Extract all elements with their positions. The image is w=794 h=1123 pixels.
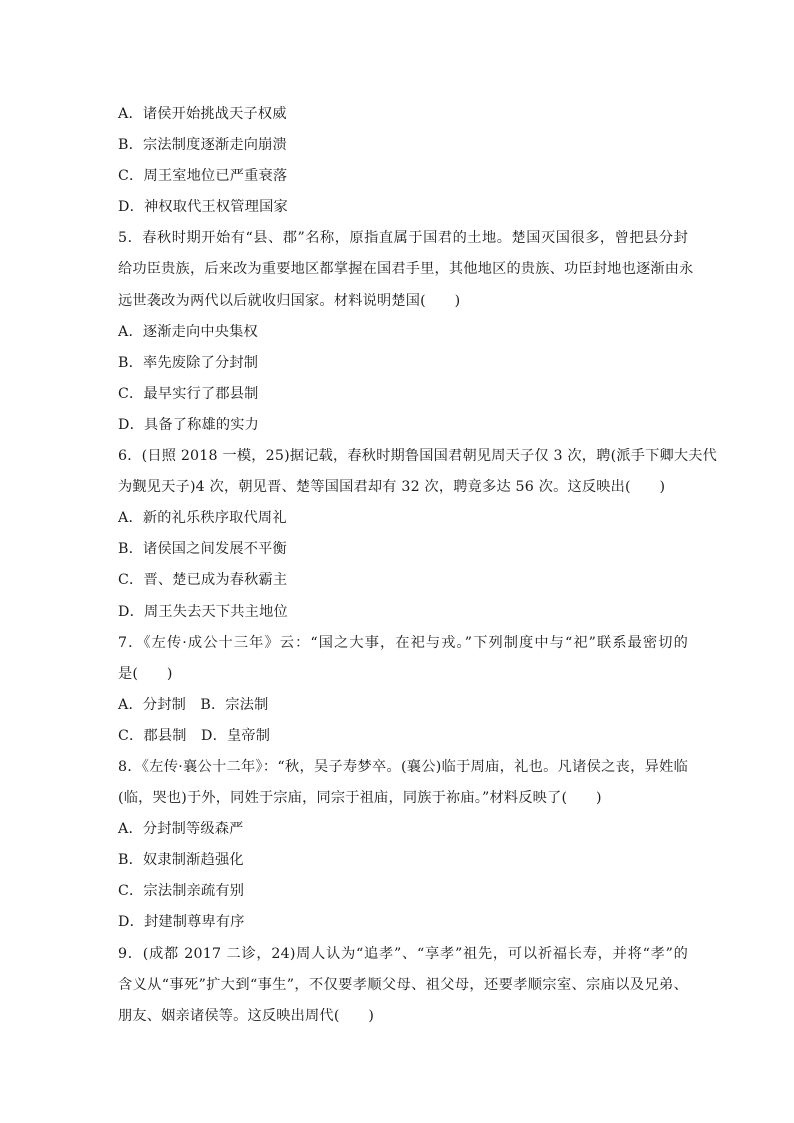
question-5-option-d: D．具备了称雄的实力 <box>118 416 260 433</box>
question-6-option-c: C．晋、楚已成为春秋霸主 <box>118 572 288 589</box>
question-9-stem-line-3: 朋友、姻亲诸侯等。这反映出周代( ) <box>118 1007 375 1024</box>
question-5-option-b: B．率先废除了分封制 <box>118 354 259 371</box>
question-6-option-b: B．诸侯国之间发展不平衡 <box>118 541 287 558</box>
option-a: A．诸侯开始挑战天子权威 <box>118 106 287 122</box>
question-5-option-c: C．最早实行了郡县制 <box>118 385 259 402</box>
question-6-stem-line-2: 为觐见天子)4 次，朝见晋、楚等国国君却有 32 次，聘竟多达 56 次。这反映出( ) <box>118 479 666 496</box>
question-5-stem-line-3: 远世袭改为两代以后就收归国家。材料说明楚国( ) <box>118 292 461 309</box>
question-7-option-ab: A．分封制 B．宗法制 <box>118 696 269 713</box>
question-5 <box>118 223 694 441</box>
question-5-option-a: A．逐渐走向中央集权 <box>118 323 258 340</box>
question-8-option-b: B．奴隶制渐趋强化 <box>118 852 244 869</box>
option-d: D．神权取代王权管理国家 <box>118 199 288 216</box>
question-5-stem-line-1: 5．春秋时期开始有“县、郡”名称，原指直属于国君的土地。楚国灭国很多，曾把县分封 <box>118 230 688 247</box>
question-8 <box>118 752 688 939</box>
question-6-stem-line-1: 6．(日照 2018 一模，25)据记载，春秋时期鲁国国君朝见周天子仅 3 次，聘(派手下卿大夫代 <box>118 448 718 465</box>
option-list <box>118 99 688 223</box>
option-b: B．宗法制度逐渐走向崩溃 <box>118 137 287 154</box>
question-5-stem-line-2: 给功臣贵族，后来改为重要地区都掌握在国君手里，其他地区的贵族、功臣封地也逐渐由永 <box>118 261 694 278</box>
question-8-option-c: C．宗法制亲疏有别 <box>118 883 245 900</box>
question-8-option-a: A．分封制等级森严 <box>118 821 244 838</box>
question-6-option-d: D．周王失去天下共主地位 <box>118 603 288 620</box>
option-c: C．周王室地位已严重衰落 <box>118 168 288 185</box>
question-8-option-d: D．封建制尊卑有序 <box>118 914 245 931</box>
question-9-stem-line-1: 9．(成都 2017 二诊，24)周人认为“追孝”、“享孝”祖先，可以祈福长寿，并将“孝”的 <box>118 945 688 962</box>
question-7-stem-line-1: 7．《左传·成公十三年》云：“国之大事，在祀与戎。”下列制度中与“祀”联系最密切的 <box>118 634 688 651</box>
question-7-option-cd: C．郡县制 D．皇帝制 <box>118 727 271 744</box>
question-9-stem-line-2: 含义从“事死”扩大到“事生”，不仅要孝顺父母、祖父母，还要孝顺宗室、宗庙以及兄弟、 <box>118 976 688 993</box>
question-8-stem-line-1: 8．《左传·襄公十二年》：“秋，吴子寿梦卒。(襄公)临于周庙，礼也。凡诸侯之丧，异姓临 <box>118 758 688 775</box>
question-6 <box>118 441 718 628</box>
question-9 <box>118 939 688 1032</box>
question-content <box>118 99 718 1032</box>
question-7 <box>118 628 688 752</box>
question-7-stem-line-2: 是( ) <box>118 665 173 682</box>
question-6-option-a: A．新的礼乐秩序取代周礼 <box>118 510 287 527</box>
question-8-stem-line-2: (临，哭也)于外，同姓于宗庙，同宗于祖庙，同族于祢庙。”材料反映了( ) <box>118 790 602 807</box>
